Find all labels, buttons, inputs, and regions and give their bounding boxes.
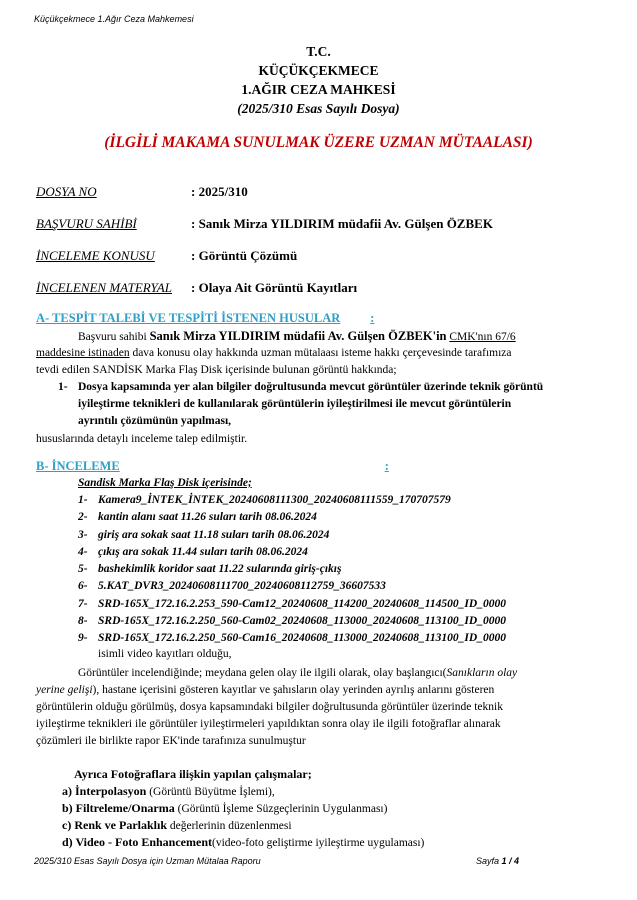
section-a-item-line2: iyileştirme teknikleri de kullanılarak görüntülerin iyileştirilmesi ile mevcut görüntülerin	[78, 398, 512, 410]
section-a-paragraph-line2: maddesine istinaden dava konusu olay hakkında uzman mütalaası isteme hakkı çerçevesinde tarafımıza	[36, 347, 512, 359]
list-item: b) Filtreleme/Onarma (Görüntü İşleme Süzgeçlerinin Uygulanması)	[62, 801, 388, 815]
field-value-file-no: : 2025/310	[191, 184, 248, 199]
list-item: a) İnterpolasyon (Görüntü Büyütme İşlemi),	[62, 784, 275, 798]
section-a-paragraph-line3: tevdi edilen SANDİSK Marka Flaş Disk içerisinde bulunan görüntü hakkında;	[36, 364, 397, 376]
section-a-item-line1: Dosya kapsamında yer alan bilgiler doğrultusunda mevcut görüntüler üzerinde teknik görüntü	[78, 381, 544, 393]
photo-work-list	[62, 784, 424, 852]
title-tc: T.C.	[306, 44, 331, 59]
video-list	[78, 494, 506, 650]
section-a-heading: A- TESPİT TALEBİ VE TESPİTİ İSTENEN HUSULAR :	[36, 311, 375, 325]
list-item: 8- SRD-165X_172.16.2.250_560-Cam02_20240608_113000_20240608_113100_ID_0000	[78, 615, 506, 628]
section-a-paragraph-line1: Başvuru sahibi Sanık Mirza YILDIRIM müdafii Av. Gülşen ÖZBEK'in CMK'nın 67/6	[78, 329, 516, 343]
field-label-file-no: DOSYA NO	[36, 184, 97, 199]
footer-page-number: Sayfa 1 / 4	[476, 856, 520, 866]
section-a-item-line3: ayrıntılı çözümünün yapılması,	[78, 415, 232, 427]
list-item: 4- çıkış ara sokak 11.44 suları tarih 08.06.2024	[78, 545, 308, 558]
list-item: 9- SRD-165X_172.16.2.250_560-Cam16_20240608_113000_20240608_113100_ID_0000	[78, 632, 506, 645]
photo-work-title: Ayrıca Fotoğraflara ilişkin yapılan çalışmalar;	[74, 767, 312, 781]
footer-report-name: 2025/310 Esas Sayılı Dosya için Uzman Mütalaa Raporu	[34, 856, 261, 866]
list-item: 3- giriş ara sokak saat 11.18 suları tarih 08.06.2024	[78, 528, 330, 541]
section-a-item-number: 1-	[58, 381, 68, 393]
list-item: 7- SRD-165X_172.16.2.253_590-Cam12_20240608_114200_20240608_114500_ID_0000	[78, 597, 506, 610]
section-b-paragraph-line4: iyileştirme teknikleri ile görüntüler iyileştirmeleri yapıldıktan sonra olay ile ilgili fotoğraflar alınarak	[36, 718, 501, 730]
list-item: d) Video - Foto Enhancement(video-foto geliştirme iyileştirme uygulaması)	[62, 835, 425, 849]
list-item: 5- bashekimlik koridor saat 11.22 sularında giriş-çıkış	[78, 563, 342, 576]
field-value-subject: : Görüntü Çözümü	[191, 248, 298, 263]
list-item: 6- 5.KAT_DVR3_20240608111700_20240608112759_36607533	[78, 580, 386, 593]
list-item: c) Renk ve Parlaklık değerlerinin düzenlenmesi	[62, 818, 292, 832]
page-header: Küçükçekmece 1.Ağır Ceza Mahkemesi	[34, 14, 194, 24]
disk-title: Sandisk Marka Flaş Disk içerisinde;	[78, 477, 252, 489]
field-value-material: : Olaya Ait Görüntü Kayıtları	[191, 280, 358, 295]
after-list-text: isimli video kayıtları olduğu,	[98, 648, 232, 660]
title-court: 1.AĞIR CEZA MAHKESİ	[241, 82, 396, 97]
section-b-paragraph-line5: çözümleri ile birlikte rapor EK'inde tarafınıza sunulmuştur	[36, 735, 306, 747]
field-label-subject: İNCELEME KONUSU	[36, 248, 155, 263]
section-b-paragraph-line1: Görüntüler incelendiğinde; meydana gelen olay ile ilgili olarak, olay başlangıcı(Sanıkların olay	[78, 667, 518, 679]
field-label-applicant: BAŞVURU SAHİBİ	[36, 216, 137, 231]
section-a-closing: hususlarında detaylı inceleme talep edilmiştir.	[36, 433, 248, 445]
section-b-heading: B- İNCELEME :	[36, 459, 389, 473]
title-case: (2025/310 Esas Sayılı Dosya)	[237, 101, 400, 116]
list-item: 2- kantin alanı saat 11.26 suları tarih 08.06.2024	[78, 511, 317, 524]
section-b-paragraph-line3: görüntülerin olduğu görülmüş, dosya kapsamındaki bilgiler doğrultusunda görüntüler üzerinde teknik	[36, 701, 503, 713]
section-b-paragraph-line2: yerine gelişi), hastane içerisini gösteren kayıtlar ve şahısların olay yerinden ayrılış anlarını gösteren	[36, 684, 495, 696]
field-label-material: İNCELENEN MATERYAL	[36, 280, 172, 295]
document-main-title: (İLGİLİ MAKAMA SUNULMAK ÜZERE UZMAN MÜTAALASI)	[104, 134, 533, 151]
field-value-applicant: : Sanık Mirza YILDIRIM müdafii Av. Gülşen ÖZBEK	[191, 216, 493, 231]
list-item: 1- Kamera9_İNTEK_İNTEK_20240608111300_20240608111559_170707579	[78, 494, 451, 506]
title-city: KÜÇÜKÇEKMECE	[258, 63, 379, 78]
